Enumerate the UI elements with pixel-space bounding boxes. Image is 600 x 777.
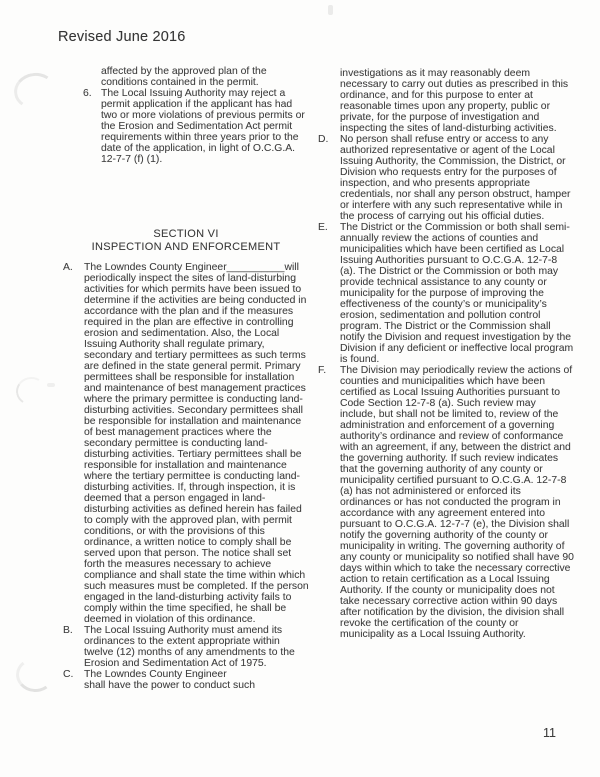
item-letter: D. [318,134,329,145]
lettered-item-f [318,365,574,640]
lettered-item-c [63,669,309,691]
item-text: The Division may periodically review the actions of counties and municipalities which have been certified as Local Issuing Authorities pursuant to Code Section 12-7-8 (a). Such review may include, but shall not be limited to, review of the administration and enforcement of a governing authority’s ordinance and review of conformance with an agreement, if any, between the district and the governing authority. If such review indicates that the governing authority of any county or municipality certified pursuant to O.C.G.A. 12-7-8 (a) has not administered or enforced its ordinances or has not conducted the program in accordance with any agreement entered into pursuant to O.C.G.A. 12-7-7 (e), the Division shall notify the governing authority of the county or municipality in writing. The governing authority of any county or municipality so notified shall have 90 days within which to take the necessary corrective action to retain certification as a Local Issuing Authority. If the county or municipality does not take necessary corrective action within 90 days after notification by the division, the division shall revoke the certification of the county or municipality as a Local Issuing Authority. [340,365,574,640]
binder-hole-artifact-bottom [14,656,55,694]
item-letter: B. [63,625,73,636]
left-column [63,66,309,691]
page-number: 11 [543,726,556,740]
item-letter: F. [318,365,327,376]
item-text: The Local Issuing Authority must amend its ordinances to the extent appropriate within twelve (12) months of any amendments to the Erosion and Sedimentation Act of 1975. [84,625,295,669]
scan-speck-top [328,5,333,15]
item-text: The Local Issuing Authority may reject a permit application if the applicant has had two or more violations of previous permits or the Erosion and Sedimentation Act permit requirements within three years prior to the date of the application, in light of O.C.G.A. 12-7-7 (f) (1). [101,88,305,165]
lettered-item-e [318,222,574,365]
continuation-paragraph-left: affected by the approved plan of the conditions contained in the permit. [101,66,267,88]
section-heading-line1: SECTION VI [153,228,219,240]
item-letter: A. [63,262,73,273]
continuation-paragraph-right: investigations as it may reasonably deem necessary to carry out duties as prescribed in this ordinance, and for this purpose to enter at reasonable times upon any property, public or private, for the purpose of investigation and inspecting the sites of land-disturbing activities. [340,68,569,134]
scan-smudge-middle [47,383,55,387]
revised-date-header: Revised June 2016 [58,29,186,45]
binder-hole-artifact-middle [13,374,48,408]
item-text: The Lowndes County Engineer__________will periodically inspect the sites of land-disturbing activities for which permits have been issued to determine if the activities are being conducted in accordance with the plan and if the measures required in the plan are effective in controlling erosion and sedimentation. Also, the Local Issuing Authority shall regulate primary, secondary and tertiary permittees as such terms are defined in the state general permit. Primary permittees shall be responsible for installation and maintenance of best management practices where the primary permittee is conducting land-disturbing activities. Secondary permittees shall be responsible for installation and maintenance of best management practices where the secondary permittee is conducting land-disturbing activities. Tertiary permittees shall be responsible for installation and maintenance where the tertiary permittee is conducting land-disturbing activities. If, through inspection, it is deemed that a person engaged in land-disturbing activities as defined herein has failed to comply with the approved plan, with permit conditions, or with the provisions of this ordinance, a written notice to comply shall be served upon that person. The notice shall set forth the measures necessary to achieve compliance and shall state the time within which such measures must be completed. If the person engaged in the land-disturbing activity fails to comply within the time specified, he shall be deemed in violation of this ordinance. [84,262,309,625]
item-letter: C. [63,669,74,680]
section-heading [63,228,309,253]
item-text: The District or the Commission or both shall semi-annually review the actions of counties and municipalities which have been certified as Local Issuing Authorities pursuant to O.C.G.A. 12-7-8 (a). The District or the Commission or both may provide technical assistance to any county or municipality for the purpose of improving the effectiveness of the county’s or municipality’s erosion, sedimentation and pollution control program. The District or the Commission shall notify the Division and request investigation by the Division if any deficient or ineffective local program is found. [340,222,574,365]
binder-hole-artifact-top [12,70,59,111]
section-heading-line2: INSPECTION AND ENFORCEMENT [91,240,281,253]
item-letter: E. [318,222,328,233]
lettered-item-d [318,134,574,222]
numbered-item-6 [83,88,309,165]
lettered-item-b [63,625,309,669]
lettered-item-a [63,262,309,625]
item-text: No person shall refuse entry or access to any authorized representative or agent of the Local Issuing Authority, the Commission, the District, or Division who requests entry for the purposes of inspection, and who presents appropriate credentials, nor shall any person obstruct, hamper or interfere with any such representative while in the process of carrying out his official duties. [340,134,571,222]
item-number: 6. [83,88,92,99]
item-text: The Lowndes County Engineer shall have the power to conduct such [84,669,255,691]
right-column [318,68,574,640]
